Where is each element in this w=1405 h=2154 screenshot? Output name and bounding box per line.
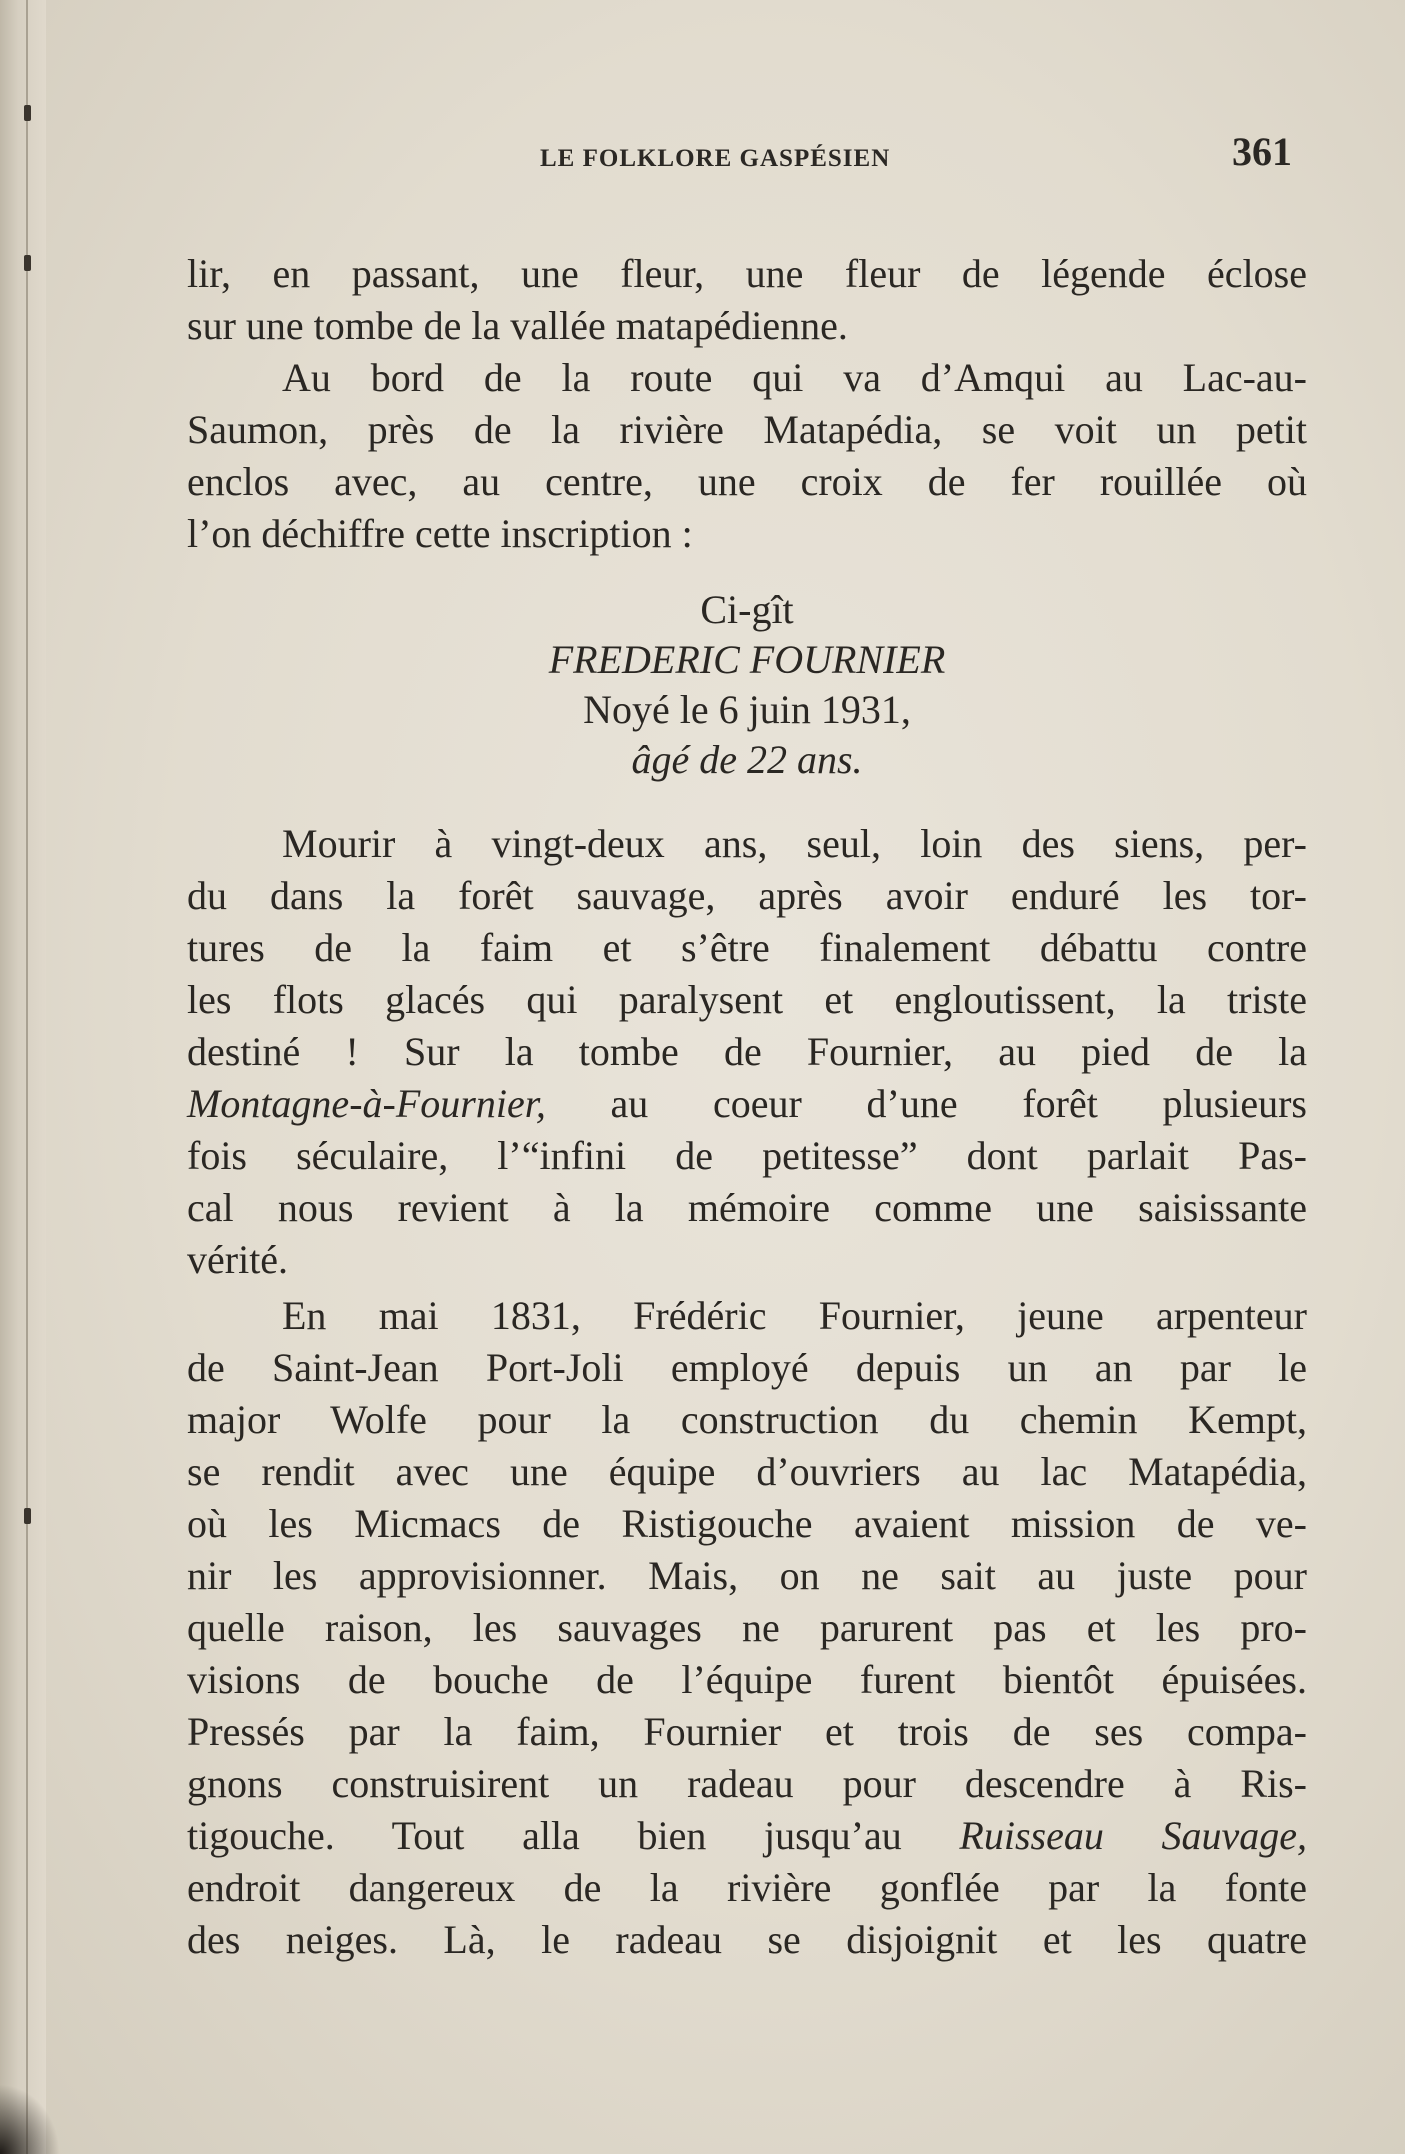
text-line: où les Micmacs de Ristigouche avaient mission de ve- xyxy=(187,1501,1307,1546)
page-shadow xyxy=(0,2084,60,2154)
epitaph-line-ci-git: Ci-gît xyxy=(700,587,794,632)
text-line: En mai 1831, Frédéric Fournier, jeune arpenteur xyxy=(282,1293,1307,1338)
text-line: des neiges. Là, le radeau se disjoignit et les quatre xyxy=(187,1917,1307,1962)
text-line: vérité. xyxy=(187,1237,289,1282)
text-line: de Saint-Jean Port-Joli employé depuis un an par le xyxy=(187,1345,1307,1390)
italic-place-name: Ruisseau Sauvage, xyxy=(959,1813,1307,1858)
text-line: Au bord de la route qui va d’Amqui au Lac-au- xyxy=(282,355,1307,400)
binding-stitch xyxy=(24,105,31,121)
text-fragment: au coeur d’une forêt plusieurs xyxy=(545,1081,1307,1126)
text-line xyxy=(187,1810,1307,1862)
text-line: sur une tombe de la vallée matapédienne. xyxy=(187,303,848,348)
text-line: fois séculaire, l’“infini de petitesse” dont parlait Pas- xyxy=(187,1133,1307,1178)
text-line: nir les approvisionner. Mais, on ne sait au juste pour xyxy=(187,1553,1307,1598)
epitaph-inscription xyxy=(187,585,1307,785)
text-line: les flots glacés qui paralysent et engloutissent, la triste xyxy=(187,977,1307,1022)
text-line: destiné ! Sur la tombe de Fournier, au pied de la xyxy=(187,1029,1307,1074)
text-line: Saumon, près de la rivière Matapédia, se voit un petit xyxy=(187,407,1307,452)
text-line: gnons construisirent un radeau pour descendre à Ris- xyxy=(187,1761,1307,1806)
text-line: quelle raison, les sauvages ne parurent pas et les pro- xyxy=(187,1605,1307,1650)
text-line: Mourir à vingt-deux ans, seul, loin des siens, per- xyxy=(282,821,1307,866)
text-line: lir, en passant, une fleur, une fleur de légende éclose xyxy=(187,251,1307,296)
text-fragment: tigouche. Tout alla bien jusqu’au xyxy=(187,1813,960,1858)
paragraph-continuation xyxy=(187,248,1307,352)
epitaph-date: Noyé le 6 juin 1931, xyxy=(583,687,911,732)
binding-stitch xyxy=(24,1508,31,1524)
text-line xyxy=(187,1078,1307,1130)
epitaph-age: âgé de 22 ans. xyxy=(631,737,863,782)
paragraph-en-mai xyxy=(187,1290,1307,1966)
book-binding-edge xyxy=(0,0,46,2154)
text-line: enclos avec, au centre, une croix de fer rouillée où xyxy=(187,459,1307,504)
text-line: visions de bouche de l’équipe furent bientôt épuisées. xyxy=(187,1657,1307,1702)
text-line: tures de la faim et s’être finalement débattu contre xyxy=(187,925,1307,970)
text-line: cal nous revient à la mémoire comme une saisissante xyxy=(187,1185,1307,1230)
text-line: endroit dangereux de la rivière gonflée par la fonte xyxy=(187,1865,1307,1910)
running-head: LE FOLKLORE GASPÉSIEN xyxy=(540,145,891,172)
paragraph-mourir xyxy=(187,818,1307,1286)
text-line: Pressés par la faim, Fournier et trois de ses compa- xyxy=(187,1709,1307,1754)
text-line: l’on déchiffre cette inscription : xyxy=(187,511,693,556)
text-line: du dans la forêt sauvage, après avoir enduré les tor- xyxy=(187,873,1307,918)
italic-place-name: Montagne-à-Fournier, xyxy=(187,1081,546,1126)
paragraph-route xyxy=(187,352,1307,560)
epitaph-name: FREDERIC FOURNIER xyxy=(548,637,946,682)
page-number: 361 xyxy=(1232,129,1292,174)
binding-stitch xyxy=(24,255,31,271)
text-line: major Wolfe pour la construction du chemin Kempt, xyxy=(187,1397,1307,1442)
text-line: se rendit avec une équipe d’ouvriers au lac Matapédia, xyxy=(187,1449,1307,1494)
